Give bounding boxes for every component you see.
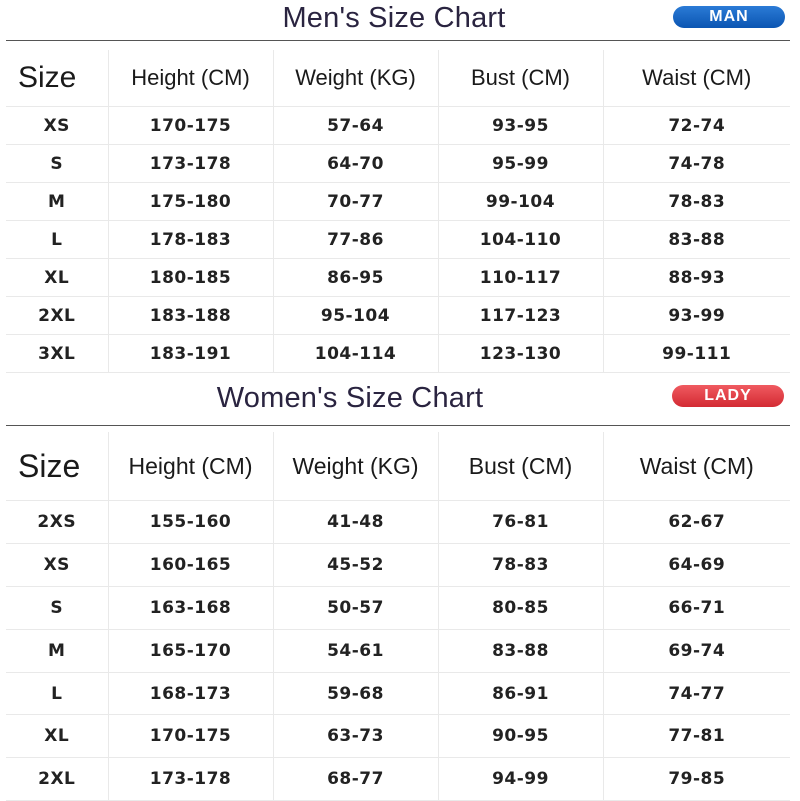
cell-weight: 86-95 — [273, 259, 438, 297]
womens-size-table — [6, 432, 790, 801]
cell-height: 160-165 — [108, 543, 273, 586]
cell-height: 163-168 — [108, 586, 273, 629]
cell-weight: 50-57 — [273, 586, 438, 629]
table-row — [6, 335, 790, 373]
cell-height: 183-191 — [108, 335, 273, 373]
cell-size: M — [6, 629, 108, 672]
cell-weight: 68-77 — [273, 758, 438, 801]
header-bust: Bust (CM) — [438, 50, 603, 107]
cell-waist: 79-85 — [603, 758, 790, 801]
cell-waist: 74-78 — [603, 145, 790, 183]
cell-bust: 95-99 — [438, 145, 603, 183]
cell-waist: 83-88 — [603, 221, 790, 259]
cell-size: 2XL — [6, 758, 108, 801]
cell-height: 170-175 — [108, 107, 273, 145]
cell-weight: 59-68 — [273, 672, 438, 715]
cell-waist: 78-83 — [603, 183, 790, 221]
mens-size-table — [6, 50, 790, 373]
cell-waist: 77-81 — [603, 715, 790, 758]
womens-size-chart — [0, 380, 800, 800]
cell-waist: 93-99 — [603, 297, 790, 335]
table-row — [6, 259, 790, 297]
cell-size: 3XL — [6, 335, 108, 373]
cell-weight: 70-77 — [273, 183, 438, 221]
header-height: Height (CM) — [108, 50, 273, 107]
header-size: Size — [6, 432, 108, 501]
womens-table-body — [6, 501, 790, 801]
header-weight: Weight (KG) — [273, 432, 438, 501]
mens-table-body — [6, 107, 790, 373]
cell-waist: 66-71 — [603, 586, 790, 629]
table-row — [6, 107, 790, 145]
cell-waist: 69-74 — [603, 629, 790, 672]
cell-weight: 54-61 — [273, 629, 438, 672]
cell-bust: 110-117 — [438, 259, 603, 297]
header-height: Height (CM) — [108, 432, 273, 501]
cell-size: XL — [6, 715, 108, 758]
cell-waist: 72-74 — [603, 107, 790, 145]
table-row — [6, 221, 790, 259]
cell-size: S — [6, 145, 108, 183]
man-badge: MAN — [673, 6, 785, 28]
table-row — [6, 543, 790, 586]
cell-size: 2XS — [6, 501, 108, 544]
cell-size: XS — [6, 543, 108, 586]
table-row — [6, 501, 790, 544]
cell-height: 168-173 — [108, 672, 273, 715]
mens-chart-title: Men's Size Chart — [282, 2, 506, 34]
cell-size: XS — [6, 107, 108, 145]
header-waist: Waist (CM) — [603, 432, 790, 501]
cell-weight: 63-73 — [273, 715, 438, 758]
table-row — [6, 672, 790, 715]
cell-size: XL — [6, 259, 108, 297]
womens-chart-title: Women's Size Chart — [216, 382, 484, 414]
cell-height: 170-175 — [108, 715, 273, 758]
cell-height: 173-178 — [108, 758, 273, 801]
table-row — [6, 715, 790, 758]
mens-size-chart — [0, 0, 800, 372]
table-row — [6, 145, 790, 183]
cell-weight: 64-70 — [273, 145, 438, 183]
cell-bust: 76-81 — [438, 501, 603, 544]
cell-weight: 95-104 — [273, 297, 438, 335]
womens-header-row — [6, 432, 790, 501]
header-weight: Weight (KG) — [273, 50, 438, 107]
cell-bust: 117-123 — [438, 297, 603, 335]
cell-waist: 74-77 — [603, 672, 790, 715]
cell-weight: 45-52 — [273, 543, 438, 586]
table-row — [6, 297, 790, 335]
cell-size: L — [6, 672, 108, 715]
cell-size: S — [6, 586, 108, 629]
cell-bust: 80-85 — [438, 586, 603, 629]
header-bust: Bust (CM) — [438, 432, 603, 501]
cell-size: M — [6, 183, 108, 221]
table-row — [6, 758, 790, 801]
cell-weight: 104-114 — [273, 335, 438, 373]
cell-bust: 94-99 — [438, 758, 603, 801]
cell-height: 183-188 — [108, 297, 273, 335]
cell-height: 165-170 — [108, 629, 273, 672]
cell-waist: 88-93 — [603, 259, 790, 297]
mens-divider — [6, 40, 790, 41]
mens-title-row — [0, 0, 800, 40]
cell-bust: 104-110 — [438, 221, 603, 259]
cell-bust: 93-95 — [438, 107, 603, 145]
lady-badge: LADY — [672, 385, 784, 407]
cell-height: 178-183 — [108, 221, 273, 259]
cell-size: L — [6, 221, 108, 259]
cell-bust: 86-91 — [438, 672, 603, 715]
cell-bust: 78-83 — [438, 543, 603, 586]
cell-weight: 77-86 — [273, 221, 438, 259]
cell-height: 175-180 — [108, 183, 273, 221]
table-row — [6, 629, 790, 672]
cell-waist: 64-69 — [603, 543, 790, 586]
header-size: Size — [6, 50, 108, 107]
cell-bust: 90-95 — [438, 715, 603, 758]
cell-size: 2XL — [6, 297, 108, 335]
cell-bust: 83-88 — [438, 629, 603, 672]
cell-height: 180-185 — [108, 259, 273, 297]
cell-weight: 57-64 — [273, 107, 438, 145]
cell-height: 155-160 — [108, 501, 273, 544]
womens-title-row — [0, 380, 800, 424]
cell-height: 173-178 — [108, 145, 273, 183]
table-row — [6, 586, 790, 629]
mens-header-row — [6, 50, 790, 107]
cell-waist: 99-111 — [603, 335, 790, 373]
cell-bust: 99-104 — [438, 183, 603, 221]
cell-bust: 123-130 — [438, 335, 603, 373]
table-row — [6, 183, 790, 221]
cell-weight: 41-48 — [273, 501, 438, 544]
cell-waist: 62-67 — [603, 501, 790, 544]
womens-divider — [6, 425, 790, 426]
header-waist: Waist (CM) — [603, 50, 790, 107]
